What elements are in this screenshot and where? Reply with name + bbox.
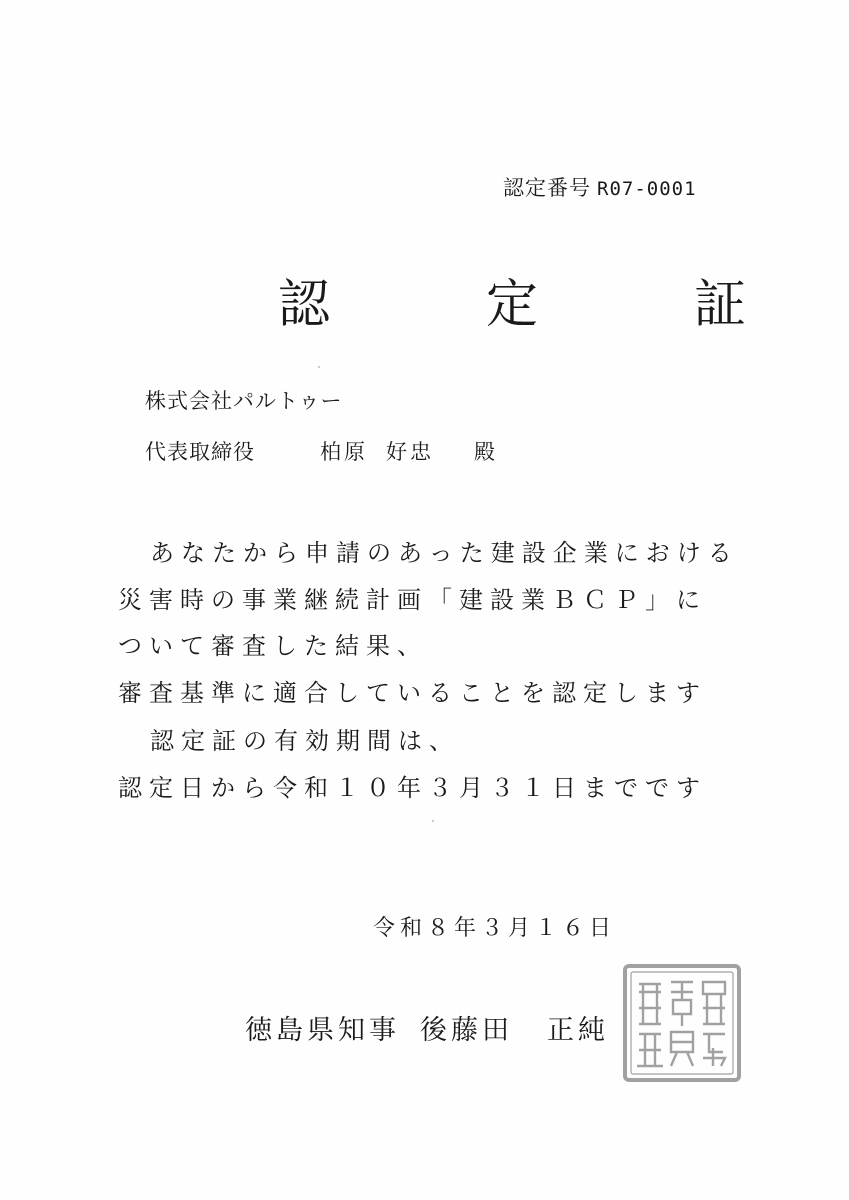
body-line: 認定日から令和１０年３月３１日までです — [118, 774, 707, 802]
issuer — [245, 1008, 609, 1047]
recipient-company: 株式会社パルトゥー — [145, 389, 343, 413]
certificate-number-label: 認定番号 — [503, 176, 591, 200]
official-seal — [621, 962, 743, 1084]
body-line: 認定証の有効期間は、 — [150, 727, 460, 755]
recipient-family-name: 柏原 — [320, 440, 368, 464]
certificate-number — [503, 172, 697, 202]
recipient-honorific: 殿 — [474, 440, 495, 464]
recipient-role: 代表取締役 — [145, 440, 255, 464]
certificate-number-value: R07-0001 — [597, 178, 697, 200]
body-line: あなたから申請のあった建設企業における — [150, 539, 739, 567]
body-line: 審査基準に適合していることを認定します — [118, 679, 707, 707]
paper-speck — [432, 820, 434, 822]
paper-speck — [318, 366, 320, 368]
issuer-family-name: 後藤田 — [420, 1015, 513, 1046]
issuer-office: 徳島県知事 — [245, 1015, 400, 1046]
body-line: ついて審査した結果、 — [118, 632, 428, 660]
body-line: 災害時の事業継続計画「建設業ＢＣＰ」に — [118, 586, 707, 614]
certificate-title: 認 定 証 — [278, 275, 799, 335]
recipient-given-name: 好忠 — [386, 440, 434, 464]
issue-date: 令和８年３月１６日 — [373, 916, 617, 941]
recipient-representative — [145, 436, 495, 466]
issuer-given-name: 正純 — [547, 1015, 609, 1046]
